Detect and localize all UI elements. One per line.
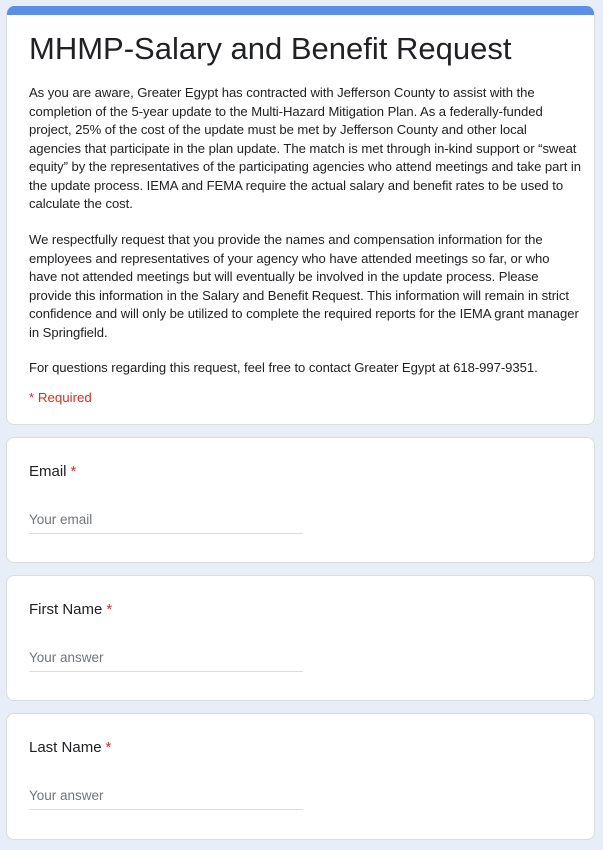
question-label	[29, 739, 111, 756]
last-name-input[interactable]	[29, 782, 303, 810]
question-card-email	[6, 437, 595, 563]
form-title: MHMP-Salary and Benefit Request	[29, 31, 512, 66]
question-label	[29, 463, 76, 480]
email-input[interactable]	[29, 506, 303, 534]
question-card-first-name	[6, 575, 595, 701]
first-name-input[interactable]	[29, 644, 303, 672]
required-asterisk: *	[70, 463, 77, 480]
form-description-paragraph: As you are aware, Greater Egypt has contracted with Jefferson County to assist with the completion of the 5-year update to the Multi-Hazard Mitigation Plan. As a federally-funded project, 25% of the cost of the update must be met by Jefferson County and other local agencies that participate in the plan update. The match is met through in-kind support or “sweat equity” by the representatives of the participating agencies who attend meetings and take part in the update process. IEMA and FEMA require the actual salary and benefit rates to be used to calculate the cost.	[29, 85, 581, 211]
question-label-text: Last Name	[29, 739, 102, 756]
question-card-last-name	[6, 713, 595, 840]
question-label-text: First Name	[29, 601, 103, 618]
required-note: * Required	[29, 390, 92, 405]
form-description-paragraph: For questions regarding this request, feel free to contact Greater Egypt at 618-997-9351.	[29, 360, 538, 375]
question-label-text: Email	[29, 463, 67, 480]
question-label	[29, 601, 112, 618]
form-description-paragraph: We respectfully request that you provide the names and compensation information for the employees and representatives of your agency who have attended meetings so far, or who have not attended meetings but will eventually be involved in the update process. Please provide this information in the Salary and Benefit Request. This information will remain in strict confidence and will only be utilized to complete the required reports for the IEMA grant manager in Springfield.	[29, 232, 579, 340]
required-asterisk: *	[106, 601, 113, 618]
form-header-card	[6, 6, 595, 425]
accent-bar	[7, 6, 594, 15]
required-asterisk: *	[105, 739, 112, 756]
